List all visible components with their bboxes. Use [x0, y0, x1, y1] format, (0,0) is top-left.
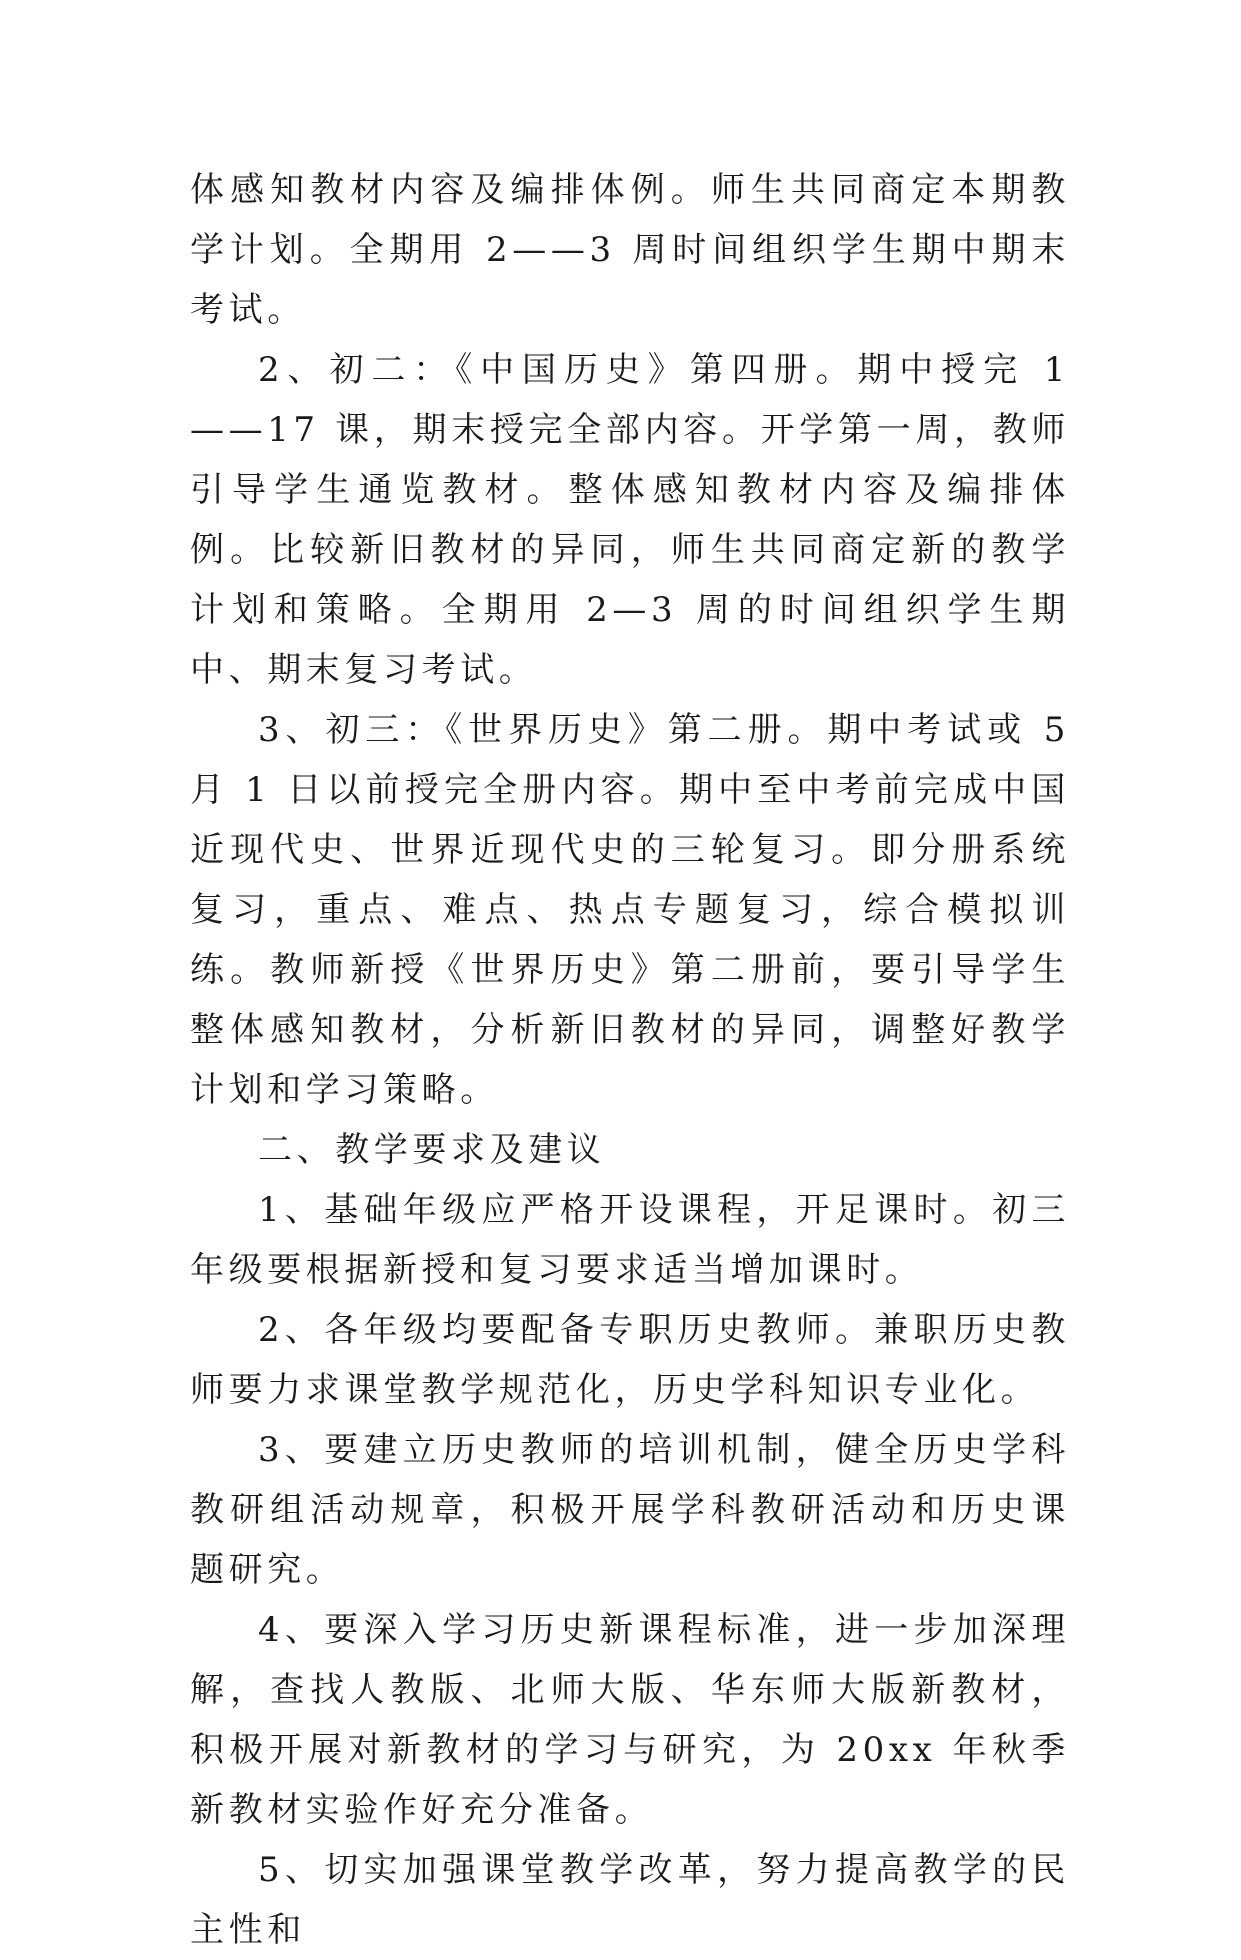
paragraph-2: 2、初二：《中国历史》第四册。期中授完 1——17 课，期末授完全部内容。开学第一周，教师引导学生通览教材。整体感知教材内容及编排体例。比较新旧教材的异同，师生共同商定新的教学计划和策略。全期用 2—3 周的时间组织学生期中、期末复习考试。: [190, 350, 1070, 690]
paragraph-5: 2、各年级均要配备专职历史教师。兼职历史教师要力求课堂教学规范化，历史学科知识专业化。: [190, 1310, 1070, 1410]
paragraph-6: 3、要建立历史教师的培训机制，健全历史学科教研组活动规章，积极开展学科教研活动和历史课题研究。: [190, 1430, 1070, 1590]
section-heading: 二、教学要求及建议: [258, 1130, 606, 1170]
paragraph-1: 体感知教材内容及编排体例。师生共同商定本期教学计划。全期用 2——3 周时间组织学生期中期末考试。: [190, 170, 1070, 330]
document-page: [190, 160, 1070, 1960]
paragraph-8: 5、切实加强课堂教学改革，努力提高教学的民主性和: [190, 1850, 1070, 1950]
paragraph-7: 4、要深入学习历史新课程标准，进一步加深理解，查找人教版、北师大版、华东师大版新教材，积极开展对新教材的学习与研究，为 20xx 年秋季新教材实验作好充分准备。: [190, 1610, 1070, 1830]
paragraph-4: 1、基础年级应严格开设课程，开足课时。初三年级要根据新授和复习要求适当增加课时。: [190, 1190, 1070, 1290]
paragraph-3: 3、初三：《世界历史》第二册。期中考试或 5 月 1 日以前授完全册内容。期中至中考前完成中国近现代史、世界近现代史的三轮复习。即分册系统复习，重点、难点、热点专题复习，综合模拟训练。教师新授《世界历史》第二册前，要引导学生整体感知教材，分析新旧教材的异同，调整好教学计划和学习策略。: [190, 710, 1070, 1110]
